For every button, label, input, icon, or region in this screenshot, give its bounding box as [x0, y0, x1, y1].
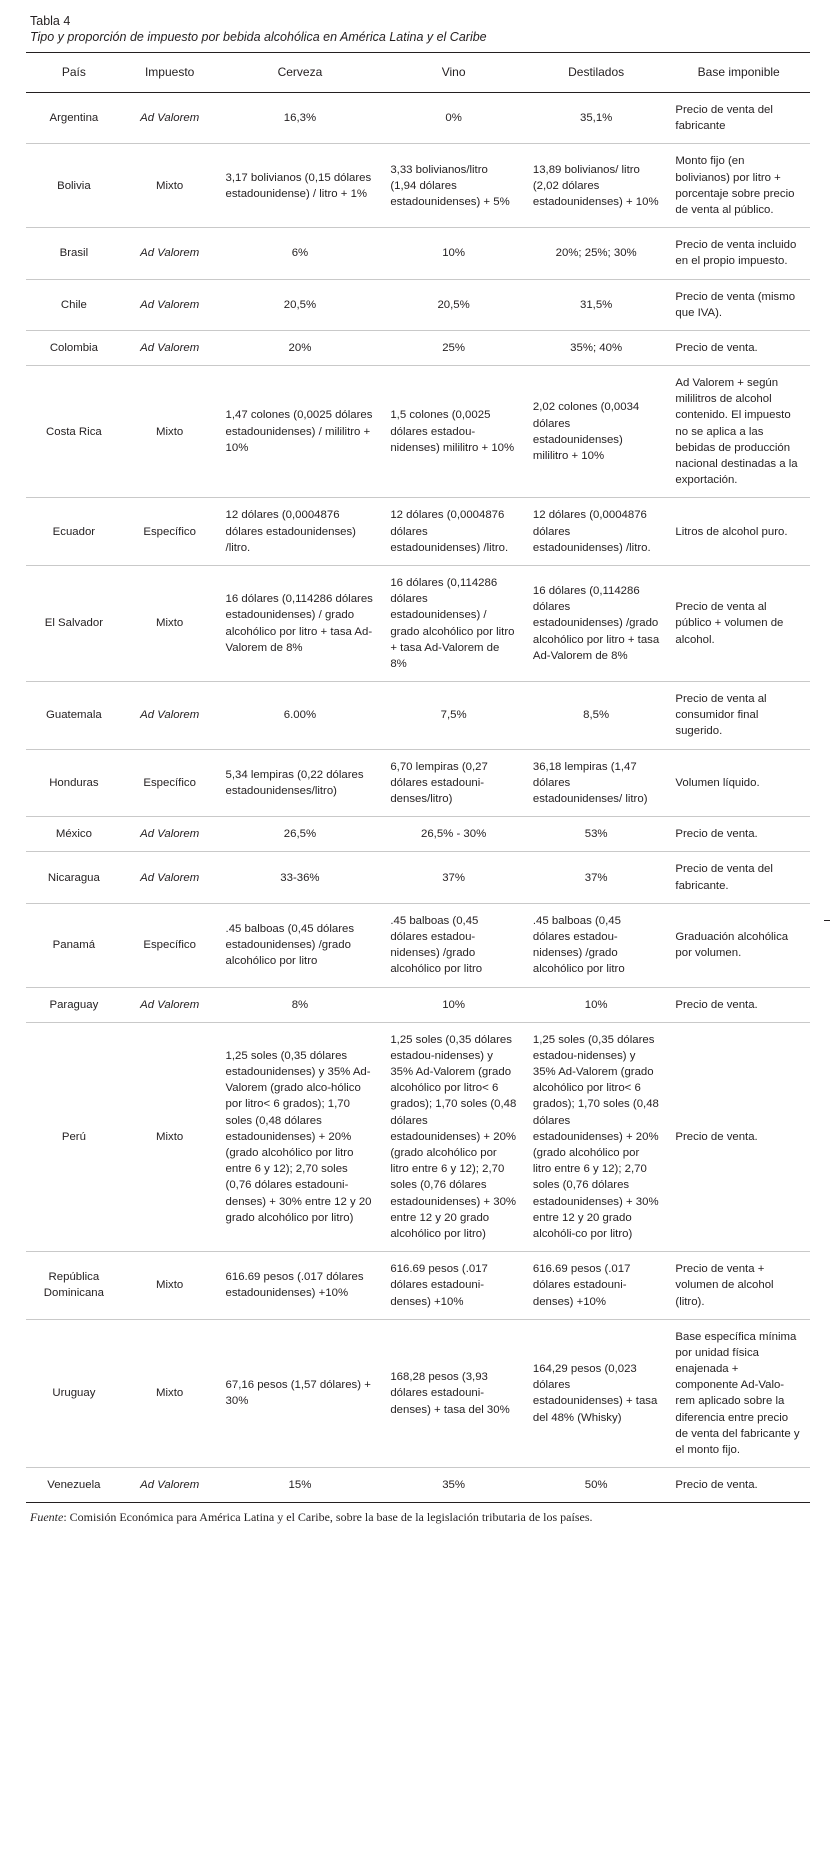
- table-body: [26, 93, 810, 1503]
- impuesto-label: Mixto: [156, 425, 184, 438]
- cell-destilados: 35%; 40%: [525, 330, 668, 365]
- cell-vino: 1,25 soles (0,35 dólares estadou-nidenses) y 35% Ad-Valorem (grado alcohólico por litro< 6 grados); 1,70 soles (0,48 dólares estadounidenses) + 20% (grado alcohólico por litro entre 6 y 12); 2,70 soles (0,76 dólares estadounidenses) + 30% entre 12 y 20 grado alcohólico por litro): [382, 1022, 525, 1251]
- cell-destilados: 8,5%: [525, 682, 668, 750]
- cell-pais: Colombia: [26, 330, 122, 365]
- cell-cerveza: 15%: [218, 1468, 383, 1503]
- cell-pais: Costa Rica: [26, 366, 122, 498]
- cell-vino: 16 dólares (0,114286 dólares estadounidenses) / grado alcohólico por litro + tasa Ad-Valorem de 8%: [382, 565, 525, 681]
- cell-pais: Venezuela: [26, 1468, 122, 1503]
- table-row: [26, 1252, 810, 1320]
- table-row: [26, 565, 810, 681]
- cell-pais: El Salvador: [26, 565, 122, 681]
- impuesto-label: Específico: [143, 939, 196, 952]
- cell-pais: Bolivia: [26, 144, 122, 228]
- table-row: [26, 1022, 810, 1251]
- cell-impuesto: [122, 1468, 218, 1503]
- cell-cerveza: 67,16 pesos (1,57 dólares) + 30%: [218, 1319, 383, 1468]
- impuesto-label: Mixto: [156, 617, 184, 630]
- table-row: [26, 852, 810, 903]
- cell-destilados: 53%: [525, 817, 668, 852]
- page-tick-mark: [824, 920, 830, 921]
- cell-impuesto: [122, 1022, 218, 1251]
- cell-cerveza: .45 balboas (0,45 dólares estadounidenses) /grado alcohólico por litro: [218, 903, 383, 987]
- impuesto-label: Mixto: [156, 1387, 184, 1400]
- column-header-pais: País: [26, 53, 122, 93]
- cell-vino: 7,5%: [382, 682, 525, 750]
- cell-cerveza: 3,17 bolivianos (0,15 dólares estadounidense) / litro + 1%: [218, 144, 383, 228]
- cell-base-imponible: Precio de venta del fabricante: [667, 93, 810, 144]
- table-caption: Tipo y proporción de impuesto por bebida alcohólica en América Latina y el Caribe: [30, 30, 487, 44]
- impuesto-label: Ad Valorem: [140, 247, 200, 260]
- cell-vino: 616.69 pesos (.017 dólares estadouni-denses) +10%: [382, 1252, 525, 1320]
- cell-cerveza: 1,47 colones (0,0025 dólares estadounidenses) / mililitro + 10%: [218, 366, 383, 498]
- table-row: [26, 1468, 810, 1503]
- cell-cerveza: 1,25 soles (0,35 dólares estadounidenses) y 35% Ad-Valorem (grado alco-hólico por litro< 6 grados); 1,70 soles (0,48 dólares estadounidenses) + 20% (grado alcohólico por litro entre 6 y 12); 2,70 soles (0,76 dólares estadouni-denses) + 30% entre 12 y 20 grado alcohólico por litro): [218, 1022, 383, 1251]
- cell-impuesto: [122, 817, 218, 852]
- cell-vino: .45 balboas (0,45 dólares estadou-nidenses) /grado alcohólico por litro: [382, 903, 525, 987]
- cell-base-imponible: Litros de alcohol puro.: [667, 498, 810, 566]
- impuesto-label: Ad Valorem: [140, 298, 200, 311]
- cell-destilados: 164,29 pesos (0,023 dólares estadounidenses) + tasa del 48% (Whisky): [525, 1319, 668, 1468]
- table-number: Tabla 4: [30, 14, 71, 28]
- cell-cerveza: 20%: [218, 330, 383, 365]
- column-header-cerveza: Cerveza: [218, 53, 383, 93]
- impuesto-label: Mixto: [156, 1130, 184, 1143]
- cell-pais: México: [26, 817, 122, 852]
- cell-vino: 35%: [382, 1468, 525, 1503]
- cell-base-imponible: Precio de venta.: [667, 1468, 810, 1503]
- cell-pais: Honduras: [26, 749, 122, 817]
- cell-vino: 26,5% - 30%: [382, 817, 525, 852]
- impuesto-label: Ad Valorem: [140, 828, 200, 841]
- cell-vino: 3,33 bolivianos/litro (1,94 dólares estadounidenses) + 5%: [382, 144, 525, 228]
- cell-impuesto: [122, 565, 218, 681]
- impuesto-label: Ad Valorem: [140, 1479, 200, 1492]
- table-row: [26, 817, 810, 852]
- cell-pais: Paraguay: [26, 987, 122, 1022]
- cell-pais: Panamá: [26, 903, 122, 987]
- cell-impuesto: [122, 279, 218, 330]
- cell-base-imponible: Graduación alcohólica por volumen.: [667, 903, 810, 987]
- cell-base-imponible: Monto fijo (en bolivianos) por litro + porcentaje sobre precio de venta al público.: [667, 144, 810, 228]
- table-row: [26, 903, 810, 987]
- cell-pais: Nicaragua: [26, 852, 122, 903]
- cell-destilados: .45 balboas (0,45 dólares estadou-nidenses) /grado alcohólico por litro: [525, 903, 668, 987]
- cell-vino: 168,28 pesos (3,93 dólares estadouni-denses) + tasa del 30%: [382, 1319, 525, 1468]
- cell-impuesto: [122, 93, 218, 144]
- table-row: [26, 279, 810, 330]
- cell-base-imponible: Precio de venta.: [667, 330, 810, 365]
- cell-destilados: 16 dólares (0,114286 dólares estadounidenses) /grado alcohólico por litro + tasa Ad-Valorem de 8%: [525, 565, 668, 681]
- cell-impuesto: [122, 366, 218, 498]
- cell-pais: Ecuador: [26, 498, 122, 566]
- cell-destilados: 36,18 lempiras (1,47 dólares estadounidenses/ litro): [525, 749, 668, 817]
- cell-impuesto: [122, 987, 218, 1022]
- cell-vino: 20,5%: [382, 279, 525, 330]
- cell-impuesto: [122, 144, 218, 228]
- column-header-destilados: Destilados: [525, 53, 668, 93]
- impuesto-label: Ad Valorem: [140, 998, 200, 1011]
- cell-vino: 1,5 colones (0,0025 dólares estadou-nidenses) mililitro + 10%: [382, 366, 525, 498]
- cell-destilados: 2,02 colones (0,0034 dólares estadounidenses) mililitro + 10%: [525, 366, 668, 498]
- cell-cerveza: 12 dólares (0,0004876 dólares estadounidenses) /litro.: [218, 498, 383, 566]
- cell-destilados: 37%: [525, 852, 668, 903]
- cell-vino: 37%: [382, 852, 525, 903]
- column-header-base: Base imponible: [667, 53, 810, 93]
- cell-base-imponible: Precio de venta al público + volumen de alcohol.: [667, 565, 810, 681]
- cell-impuesto: [122, 749, 218, 817]
- cell-impuesto: [122, 903, 218, 987]
- cell-base-imponible: Precio de venta del fabricante.: [667, 852, 810, 903]
- table-row: [26, 498, 810, 566]
- impuesto-label: Específico: [143, 776, 196, 789]
- table-row: [26, 330, 810, 365]
- cell-base-imponible: Precio de venta.: [667, 1022, 810, 1251]
- cell-pais: Argentina: [26, 93, 122, 144]
- cell-vino: 0%: [382, 93, 525, 144]
- cell-pais: Uruguay: [26, 1319, 122, 1468]
- cell-base-imponible: Precio de venta.: [667, 987, 810, 1022]
- cell-impuesto: [122, 852, 218, 903]
- impuesto-label: Ad Valorem: [140, 112, 200, 125]
- cell-base-imponible: Ad Valorem + según mililitros de alcohol contenido. El impuesto no se aplica a las bebidas de producción nacional destinadas a la exportación.: [667, 366, 810, 498]
- cell-base-imponible: Precio de venta al consumidor final sugerido.: [667, 682, 810, 750]
- table-row: [26, 987, 810, 1022]
- cell-destilados: 20%; 25%; 30%: [525, 228, 668, 279]
- table-row: [26, 144, 810, 228]
- impuesto-label: Ad Valorem: [140, 709, 200, 722]
- cell-cerveza: 616.69 pesos (.017 dólares estadounidenses) +10%: [218, 1252, 383, 1320]
- cell-cerveza: 6.00%: [218, 682, 383, 750]
- cell-vino: 6,70 lempiras (0,27 dólares estadouni-denses/litro): [382, 749, 525, 817]
- cell-impuesto: [122, 1252, 218, 1320]
- cell-destilados: 13,89 bolivianos/ litro (2,02 dólares estadounidenses) + 10%: [525, 144, 668, 228]
- table-header-row: [26, 53, 810, 93]
- cell-impuesto: [122, 228, 218, 279]
- cell-destilados: 1,25 soles (0,35 dólares estadou-nidenses) y 35% Ad-Valorem (grado alcohólico por litro< 6 grados); 1,70 soles (0,48 dólares estadounidenses) + 20% (grado alcohólico por litro entre 6 y 12); 2,70 soles (0,76 dólares estadounidenses) + 30% entre 12 y 20 grado alcohóli-co por litro): [525, 1022, 668, 1251]
- cell-base-imponible: Precio de venta (mismo que IVA).: [667, 279, 810, 330]
- cell-cerveza: 20,5%: [218, 279, 383, 330]
- cell-destilados: 616.69 pesos (.017 dólares estadouni-denses) +10%: [525, 1252, 668, 1320]
- cell-vino: 25%: [382, 330, 525, 365]
- table-row: [26, 228, 810, 279]
- cell-cerveza: 33-36%: [218, 852, 383, 903]
- cell-impuesto: [122, 498, 218, 566]
- cell-pais: República Dominicana: [26, 1252, 122, 1320]
- cell-destilados: 10%: [525, 987, 668, 1022]
- alcohol-tax-table: [26, 52, 810, 1503]
- table-row: [26, 749, 810, 817]
- cell-pais: Brasil: [26, 228, 122, 279]
- cell-base-imponible: Precio de venta + volumen de alcohol (litro).: [667, 1252, 810, 1320]
- cell-destilados: 12 dólares (0,0004876 dólares estadounidenses) /litro.: [525, 498, 668, 566]
- cell-impuesto: [122, 1319, 218, 1468]
- impuesto-label: Mixto: [156, 179, 184, 192]
- cell-destilados: 50%: [525, 1468, 668, 1503]
- table-header: [26, 53, 810, 93]
- cell-cerveza: 5,34 lempiras (0,22 dólares estadounidenses/litro): [218, 749, 383, 817]
- cell-impuesto: [122, 682, 218, 750]
- cell-vino: 10%: [382, 228, 525, 279]
- cell-vino: 10%: [382, 987, 525, 1022]
- cell-pais: Guatemala: [26, 682, 122, 750]
- cell-base-imponible: Precio de venta incluido en el propio impuesto.: [667, 228, 810, 279]
- cell-cerveza: 16 dólares (0,114286 dólares estadounidenses) / grado alcohólico por litro + tasa Ad-Valorem de 8%: [218, 565, 383, 681]
- cell-vino: 12 dólares (0,0004876 dólares estadounidenses) /litro.: [382, 498, 525, 566]
- cell-base-imponible: Volumen líquido.: [667, 749, 810, 817]
- cell-destilados: 35,1%: [525, 93, 668, 144]
- source-text: : Comisión Económica para América Latina y el Caribe, sobre la base de la legislación tributaria de los países.: [63, 1510, 593, 1525]
- table-row: [26, 1319, 810, 1468]
- impuesto-label: Ad Valorem: [140, 341, 200, 354]
- impuesto-label: Mixto: [156, 1279, 184, 1292]
- column-header-impuesto: Impuesto: [122, 53, 218, 93]
- cell-cerveza: 16,3%: [218, 93, 383, 144]
- column-header-vino: Vino: [382, 53, 525, 93]
- cell-base-imponible: Precio de venta.: [667, 817, 810, 852]
- table-source: [30, 1510, 810, 1535]
- cell-pais: Perú: [26, 1022, 122, 1251]
- source-label: Fuente: [30, 1510, 64, 1525]
- table-row: [26, 93, 810, 144]
- cell-destilados: 31,5%: [525, 279, 668, 330]
- impuesto-label: Ad Valorem: [140, 871, 200, 884]
- cell-pais: Chile: [26, 279, 122, 330]
- impuesto-label: Específico: [143, 525, 196, 538]
- cell-base-imponible: Base específica mínima por unidad física enajenada + componente Ad-Valo-rem aplicado sobre la diferencia entre precio de venta del fabricante y el monto fijo.: [667, 1319, 810, 1468]
- table-row: [26, 366, 810, 498]
- cell-cerveza: 26,5%: [218, 817, 383, 852]
- cell-cerveza: 8%: [218, 987, 383, 1022]
- cell-impuesto: [122, 330, 218, 365]
- table-row: [26, 682, 810, 750]
- cell-cerveza: 6%: [218, 228, 383, 279]
